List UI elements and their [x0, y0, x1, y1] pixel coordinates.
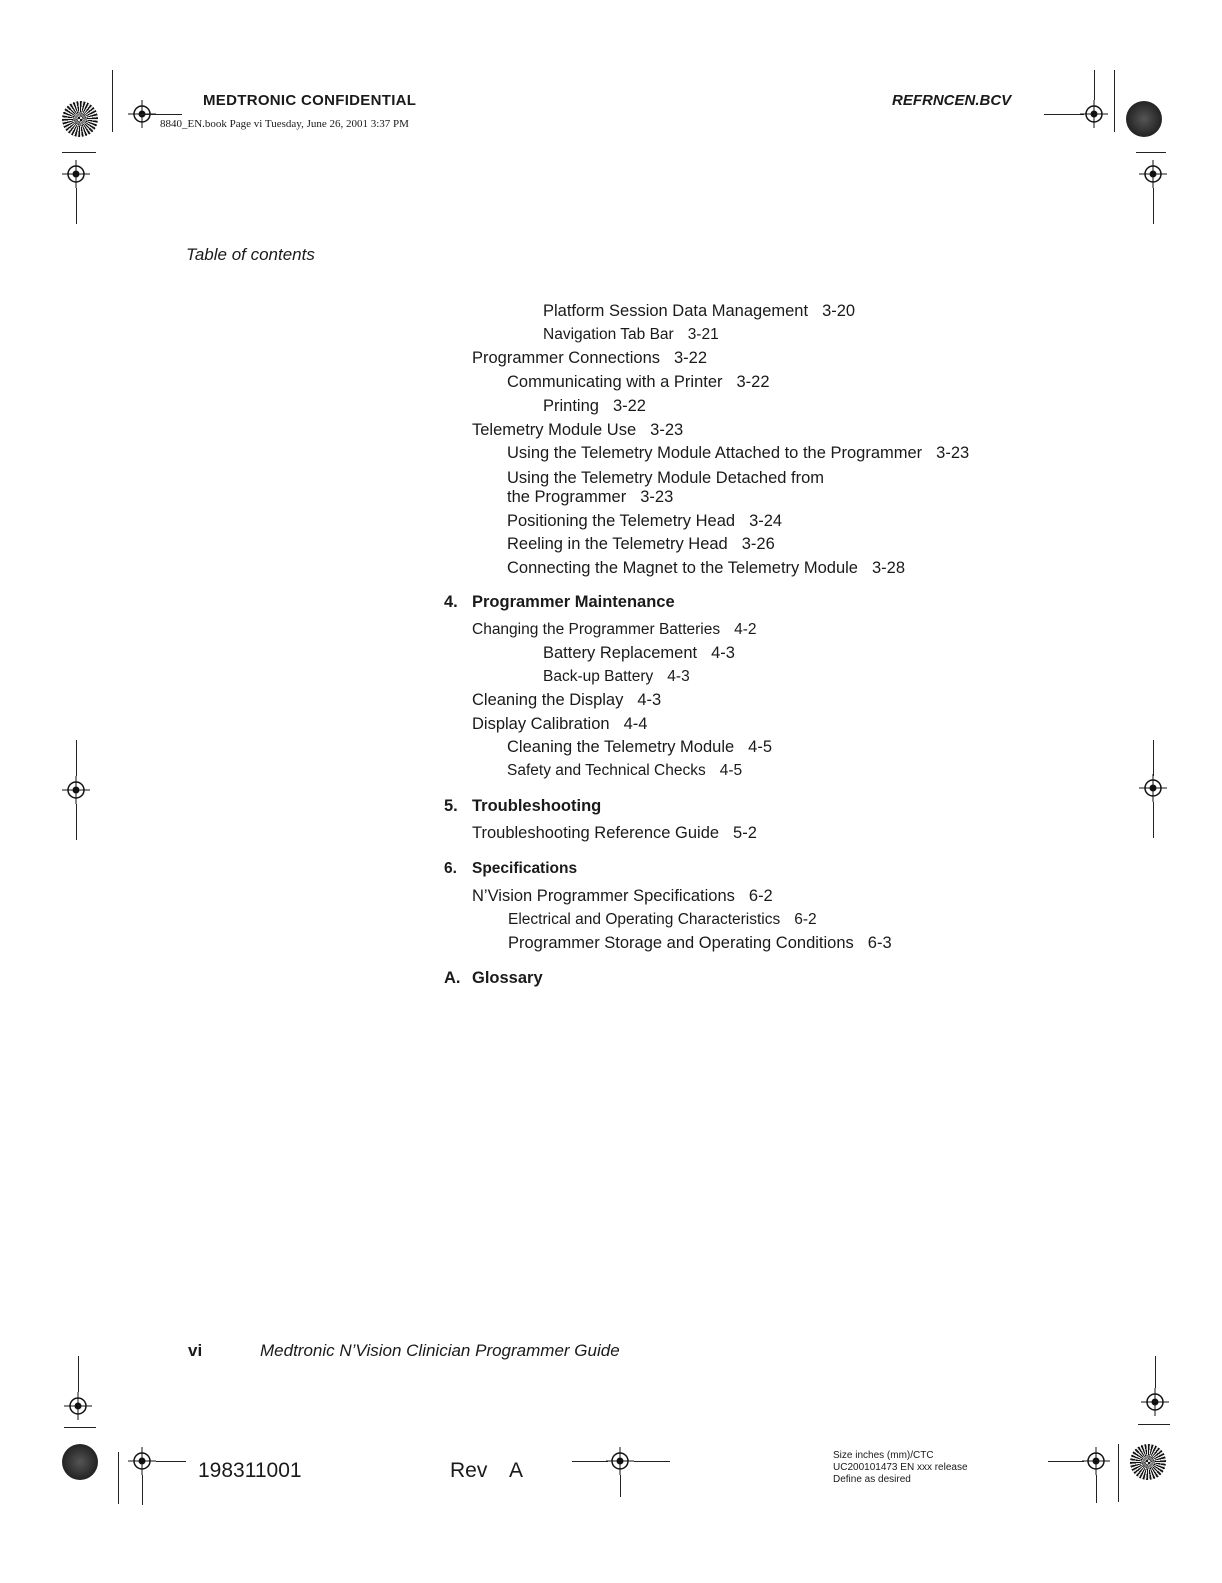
- toc-entry[interactable]: Connecting the Magnet to the Telemetry Module 3-28: [507, 559, 906, 577]
- crop-line: [64, 1427, 96, 1428]
- crop-line: [78, 1356, 79, 1392]
- crop-line: [572, 1461, 608, 1462]
- toc-entry[interactable]: Reeling in the Telemetry Head 3-26: [507, 535, 775, 553]
- toc-entry[interactable]: Positioning the Telemetry Head 3-24: [507, 512, 783, 530]
- toc-entry[interactable]: Display Calibration 4-4: [472, 715, 648, 733]
- crop-line: [1136, 152, 1166, 153]
- toc-chapter[interactable]: A. Glossary: [444, 969, 543, 987]
- toc-entry[interactable]: Changing the Programmer Batteries 4-2: [472, 621, 757, 638]
- crop-line: [76, 804, 77, 840]
- page-number: vi: [188, 1341, 203, 1360]
- toc-entry[interactable]: Back-up Battery 4-3: [543, 668, 690, 685]
- toc-entry[interactable]: Communicating with a Printer 3-22: [507, 373, 770, 391]
- registration-crosshair-icon: [1139, 774, 1167, 802]
- crop-line: [76, 740, 77, 776]
- file-code: REFRNCEN.BCV: [892, 92, 1012, 109]
- registration-crosshair-icon: [1139, 160, 1167, 188]
- crop-line: [140, 114, 182, 115]
- toc-chapter[interactable]: 5. Troubleshooting: [444, 797, 602, 815]
- toc-chapter[interactable]: 6. Specifications: [444, 860, 578, 877]
- crop-line: [62, 152, 96, 153]
- toc-entry[interactable]: Battery Replacement 4-3: [543, 644, 735, 662]
- slug-block: [833, 1450, 968, 1486]
- release-line: UC200101473 EN xxx release: [833, 1462, 968, 1473]
- crop-line: [634, 1461, 670, 1462]
- crop-line: [1048, 1461, 1084, 1462]
- define-line: Define as desired: [833, 1474, 911, 1485]
- toc-entry[interactable]: Programmer Storage and Operating Conditions 6-3: [508, 934, 892, 952]
- crop-line: [1153, 802, 1154, 838]
- registration-crosshair-icon: [62, 776, 90, 804]
- registration-crosshair-icon: [606, 1447, 634, 1475]
- crop-line: [1153, 740, 1154, 776]
- crop-line: [1044, 114, 1084, 115]
- crop-line: [156, 1461, 186, 1462]
- toc-entry[interactable]: N’Vision Programmer Specifications 6-2: [472, 887, 773, 905]
- crop-line: [1096, 1475, 1097, 1503]
- toc-entry[interactable]: Printing 3-22: [543, 397, 646, 415]
- toc-entry[interactable]: Safety and Technical Checks 4-5: [507, 762, 743, 779]
- toc-entry[interactable]: Using the Telemetry Module Detached from: [507, 469, 825, 487]
- doc-number: 198311001: [198, 1459, 302, 1482]
- toc-entry[interactable]: Telemetry Module Use 3-23: [472, 421, 684, 439]
- size-line: Size inches (mm)/CTC: [833, 1450, 934, 1461]
- crop-line: [620, 1475, 621, 1497]
- registration-crosshair-icon: [62, 160, 90, 188]
- confidential-label: MEDTRONIC CONFIDENTIAL: [203, 92, 417, 109]
- crop-line: [1118, 1444, 1119, 1502]
- toc-entry[interactable]: Troubleshooting Reference Guide 5-2: [472, 824, 757, 842]
- registration-crosshair-icon: [1082, 1447, 1110, 1475]
- registration-disc-icon: [62, 101, 98, 137]
- registration-crosshair-icon: [64, 1392, 92, 1420]
- crop-line: [142, 1475, 143, 1505]
- toc-entry[interactable]: the Programmer 3-23: [507, 488, 674, 506]
- rev-label: Rev: [450, 1459, 488, 1482]
- crop-line: [1138, 1424, 1170, 1425]
- toc-entry[interactable]: Electrical and Operating Characteristics 6-2: [508, 911, 817, 928]
- rev-value: A: [509, 1459, 524, 1482]
- registration-disc-icon: [1126, 101, 1162, 137]
- registration-disc-icon: [62, 1444, 98, 1480]
- crop-line: [1155, 1356, 1156, 1388]
- running-head: Table of contents: [186, 245, 315, 264]
- crop-line: [112, 70, 113, 132]
- toc-entry[interactable]: Platform Session Data Management 3-20: [543, 302, 856, 320]
- crop-line: [1153, 188, 1154, 224]
- toc-entry[interactable]: Programmer Connections 3-22: [472, 349, 708, 367]
- book-info: 8840_EN.book Page vi Tuesday, June 26, 2001 3:37 PM: [160, 118, 409, 130]
- toc-entry[interactable]: Navigation Tab Bar 3-21: [543, 326, 719, 343]
- registration-crosshair-icon: [1080, 100, 1108, 128]
- crop-line: [1094, 70, 1095, 100]
- toc-entry[interactable]: Cleaning the Display 4-3: [472, 691, 662, 709]
- registration-crosshair-icon: [128, 1447, 156, 1475]
- toc-chapter[interactable]: 4. Programmer Maintenance: [444, 593, 675, 611]
- registration-disc-icon: [1130, 1444, 1166, 1480]
- registration-crosshair-icon: [1141, 1388, 1169, 1416]
- crop-line: [118, 1452, 119, 1504]
- toc-entry[interactable]: Using the Telemetry Module Attached to the Programmer 3-23: [507, 444, 970, 462]
- toc-entry[interactable]: Cleaning the Telemetry Module 4-5: [507, 738, 773, 756]
- crop-line: [76, 188, 77, 224]
- guide-title: Medtronic N’Vision Clinician Programmer Guide: [260, 1341, 620, 1360]
- crop-line: [1114, 70, 1115, 132]
